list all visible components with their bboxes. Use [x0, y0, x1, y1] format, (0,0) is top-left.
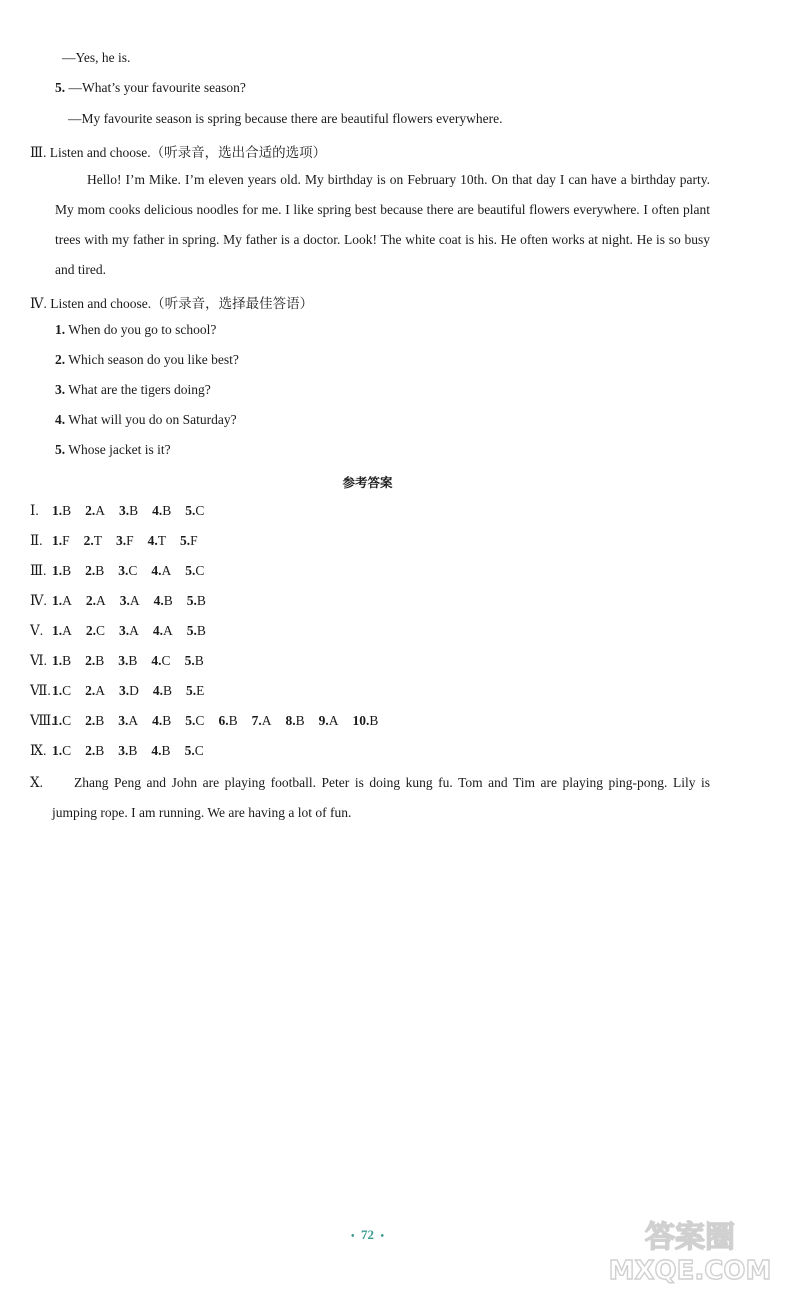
- question-text: Whose jacket is it?: [68, 442, 171, 457]
- answer-value: B: [161, 743, 171, 758]
- answer-item: [285, 713, 304, 729]
- answer-value: A: [261, 713, 272, 728]
- answer-item: [119, 683, 139, 699]
- answer-item: [52, 593, 72, 609]
- answer-value: C: [96, 623, 106, 638]
- answer-value: B: [196, 623, 206, 638]
- answer-item: [52, 713, 71, 729]
- answer-section-label: Ⅸ.: [30, 743, 47, 758]
- answer-number: 2.: [83, 533, 94, 548]
- answer-item: [86, 593, 106, 609]
- answer-number: 4.: [151, 743, 162, 758]
- answer-item: [152, 713, 171, 729]
- answer-item: [85, 503, 105, 519]
- answer-number: 7.: [251, 713, 262, 728]
- answer-number: 5.: [185, 503, 196, 518]
- answer-number: 3.: [119, 593, 130, 608]
- answer-section-label: Ⅵ.: [30, 653, 47, 668]
- answer-item: [180, 533, 198, 549]
- answer-value: A: [128, 713, 139, 728]
- question-text: When do you go to school?: [68, 322, 217, 337]
- answer-value: T: [93, 533, 103, 548]
- answer-number: 2.: [85, 503, 96, 518]
- answer-number: 2.: [85, 563, 96, 578]
- answer-number: 2.: [85, 713, 96, 728]
- answer-value: B: [95, 563, 105, 578]
- answer-item: [118, 743, 137, 759]
- answer-number: 1.: [52, 593, 63, 608]
- answer-value: E: [196, 683, 205, 698]
- answer-item: [119, 623, 139, 639]
- answer-number: 5.: [184, 653, 195, 668]
- answer-number: 1.: [52, 503, 63, 518]
- answer-item: [120, 593, 140, 609]
- question-number: 2.: [55, 352, 66, 367]
- answer-item: [352, 713, 378, 729]
- answer-item: [151, 563, 171, 579]
- answer-value: C: [194, 743, 204, 758]
- answer-item: [52, 623, 72, 639]
- answer-value: A: [129, 593, 140, 608]
- answer-section-label: Ⅴ.: [30, 623, 44, 638]
- answer-item: [86, 623, 105, 639]
- answer-item: [118, 653, 137, 669]
- answer-number: 3.: [119, 623, 130, 638]
- question-5: [55, 80, 246, 96]
- answer-item: [153, 623, 173, 639]
- section-4-question: [55, 382, 211, 398]
- answer-row: [30, 593, 220, 609]
- answer-value: C: [128, 563, 138, 578]
- answer-item: [152, 503, 171, 519]
- answer-item: [85, 713, 104, 729]
- answer-number: 9.: [318, 713, 329, 728]
- answer-number: 3.: [119, 683, 130, 698]
- answer-value: A: [163, 623, 173, 638]
- answer-item: [116, 533, 134, 549]
- section-4-heading: Ⅳ. Listen and choose.（听录音，选择最佳答语）: [30, 296, 314, 311]
- answer-value: A: [129, 623, 139, 638]
- answer-number: 5.: [186, 593, 197, 608]
- answer-value: C: [195, 503, 205, 518]
- answer-item: [52, 743, 71, 759]
- answer-value: B: [162, 503, 172, 518]
- answer-value: B: [162, 713, 172, 728]
- answer-number: 4.: [152, 503, 163, 518]
- answer-number: 2.: [85, 653, 96, 668]
- section-3-passage: Hello! I’m Mike. I’m eleven years old. My birthday is on February 10th. On that day I can have a birthday party. My mom cooks delicious noodles for me. I like spring best because there are beautiful flowers everywhere. I often plant trees with my father in spring. My father is a doctor. Look! The white coat is his. He often works at night. He is so busy and tired.: [55, 172, 710, 277]
- answer-number: 3.: [118, 653, 129, 668]
- answer-value: F: [126, 533, 134, 548]
- section-4-question: [55, 442, 171, 458]
- answer-row: [30, 503, 218, 519]
- answer-value: B: [129, 503, 139, 518]
- question-number: 3.: [55, 382, 66, 397]
- answer-number: 4.: [152, 623, 164, 638]
- answer-number: 1.: [52, 563, 63, 578]
- answer-section-label: Ⅲ.: [30, 563, 47, 578]
- answer-item: [52, 563, 71, 579]
- answer-number: 5.: [186, 683, 197, 698]
- answer-number: 3.: [118, 563, 129, 578]
- question-text: What will you do on Saturday?: [68, 412, 237, 427]
- answer-item: [154, 593, 173, 609]
- answer-number: 2.: [85, 623, 96, 638]
- answer-number: 1.: [52, 743, 63, 758]
- answer-item: [185, 743, 204, 759]
- watermark-top-text: 答案圈: [645, 1220, 735, 1255]
- answer-value: B: [194, 653, 204, 668]
- answer-item: [52, 683, 71, 699]
- answer-number: 5.: [180, 533, 191, 548]
- answer-number: 1.: [52, 533, 63, 548]
- answer-number: 2.: [85, 593, 96, 608]
- question-text: What are the tigers doing?: [68, 382, 211, 397]
- answer-item: [153, 683, 172, 699]
- answer-item: [85, 743, 104, 759]
- answer-item: [119, 503, 138, 519]
- answer-value: B: [163, 683, 173, 698]
- section-4-question: [55, 412, 237, 428]
- answer-item: [84, 533, 102, 549]
- answer-number: 1.: [52, 653, 63, 668]
- answer-value: A: [161, 563, 172, 578]
- answer-row: [30, 683, 218, 699]
- answer-item: [52, 533, 70, 549]
- answer-number: 6.: [218, 713, 229, 728]
- question-number: 5.: [55, 442, 66, 457]
- answer-value: A: [62, 593, 72, 608]
- answer-number: 5.: [185, 563, 196, 578]
- answer-row: [30, 623, 220, 639]
- answer-value: B: [95, 743, 105, 758]
- answer-section-label: Ⅰ.: [30, 503, 39, 518]
- answer-value: F: [190, 533, 198, 548]
- answer-value: A: [96, 593, 106, 608]
- answer-number: 4.: [151, 653, 162, 668]
- question-number: 4.: [55, 412, 66, 427]
- answer-row: [30, 563, 218, 579]
- answer-number: 3.: [118, 743, 129, 758]
- answer-value: B: [196, 593, 206, 608]
- section-4-question: [55, 352, 239, 368]
- answer-value: F: [62, 533, 70, 548]
- answer-item: [187, 593, 206, 609]
- answer-number: 1.: [52, 713, 63, 728]
- question-number: 1.: [55, 322, 66, 337]
- answer-value: A: [328, 713, 339, 728]
- answer-value: C: [62, 743, 72, 758]
- answer-number: 3.: [116, 533, 127, 548]
- answer-item: [185, 563, 204, 579]
- answer-line-yes-he-is: —Yes, he is.: [62, 50, 131, 65]
- answer-number: 2.: [85, 743, 96, 758]
- answer-value: A: [95, 683, 106, 698]
- answer-value: D: [129, 683, 139, 698]
- answer-item: [252, 713, 272, 729]
- answer-item: [151, 653, 170, 669]
- answer-item: [218, 713, 237, 729]
- answer-number: 4.: [152, 683, 164, 698]
- answer-section-label: Ⅷ.: [30, 713, 55, 728]
- answer-value: B: [128, 743, 138, 758]
- answer-section-label: Ⅳ.: [30, 593, 47, 608]
- answer-key-title: 参考答案: [342, 475, 393, 490]
- watermark-bottom-text: MXQE.COM: [608, 1256, 772, 1285]
- answer-number: 10.: [352, 713, 370, 728]
- answer-section-label: Ⅶ.: [30, 683, 51, 698]
- answer-value: A: [95, 503, 106, 518]
- answer-number: 8.: [285, 713, 296, 728]
- answer-item: [148, 533, 166, 549]
- question-number: 5.: [55, 80, 66, 95]
- answer-number: 4.: [151, 563, 162, 578]
- answer-row: [30, 653, 218, 669]
- answer-value: A: [62, 623, 72, 638]
- question-text: —What’s your favourite season?: [68, 80, 246, 95]
- answer-item: [52, 503, 71, 519]
- answer-row: [30, 713, 392, 729]
- answer-number: 1.: [52, 623, 63, 638]
- answer-value: B: [128, 653, 138, 668]
- answer-item: [186, 683, 204, 699]
- answer-item: [85, 683, 105, 699]
- answer-row: [30, 533, 212, 549]
- answer-value: B: [369, 713, 379, 728]
- section-10-label: Ⅹ.: [30, 775, 43, 790]
- answer-number: 1.: [52, 683, 63, 698]
- answer-value: B: [95, 653, 105, 668]
- question-5-answer: —My favourite season is spring because there are beautiful flowers everywhere.: [68, 111, 503, 126]
- answer-number: 5.: [184, 743, 195, 758]
- answer-item: [185, 503, 204, 519]
- answer-section-label: Ⅱ.: [30, 533, 43, 548]
- answer-number: 5.: [186, 623, 197, 638]
- answer-value: B: [228, 713, 238, 728]
- page-number: • 72 •: [350, 1227, 385, 1242]
- answer-item: [151, 743, 170, 759]
- answer-value: C: [161, 653, 171, 668]
- answer-value: B: [95, 713, 105, 728]
- section-4-question: [55, 322, 216, 338]
- answer-number: 2.: [85, 683, 96, 698]
- answer-value: B: [62, 653, 72, 668]
- answer-item: [85, 653, 104, 669]
- watermark-logo: [585, 1215, 795, 1285]
- answer-number: 3.: [118, 713, 129, 728]
- answer-item: [319, 713, 339, 729]
- answer-number: 3.: [119, 503, 130, 518]
- answer-item: [185, 713, 204, 729]
- answer-item: [185, 653, 204, 669]
- answer-number: 4.: [147, 533, 158, 548]
- answer-value: B: [163, 593, 173, 608]
- answer-item: [85, 563, 104, 579]
- answer-value: C: [195, 713, 205, 728]
- section-3-heading: Ⅲ. Listen and choose.（听录音，选出合适的选项）: [30, 145, 327, 160]
- answer-item: [118, 563, 137, 579]
- answer-value: T: [157, 533, 167, 548]
- answer-number: 4.: [153, 593, 164, 608]
- question-text: Which season do you like best?: [68, 352, 239, 367]
- answer-value: B: [295, 713, 305, 728]
- answer-item: [52, 653, 71, 669]
- section-10-text: Zhang Peng and John are playing football. Peter is doing kung fu. Tom and Tim are playing ping-pong. Lily is jumping rope. I am running. We are having a lot of fun.: [52, 775, 710, 820]
- answer-value: C: [62, 683, 72, 698]
- answer-item: [118, 713, 138, 729]
- answer-value: B: [62, 563, 72, 578]
- answer-item: [187, 623, 206, 639]
- answer-number: 4.: [152, 713, 163, 728]
- answer-number: 5.: [185, 713, 196, 728]
- answer-value: B: [62, 503, 72, 518]
- answer-value: C: [195, 563, 205, 578]
- answer-value: C: [62, 713, 72, 728]
- answer-row: [30, 743, 218, 759]
